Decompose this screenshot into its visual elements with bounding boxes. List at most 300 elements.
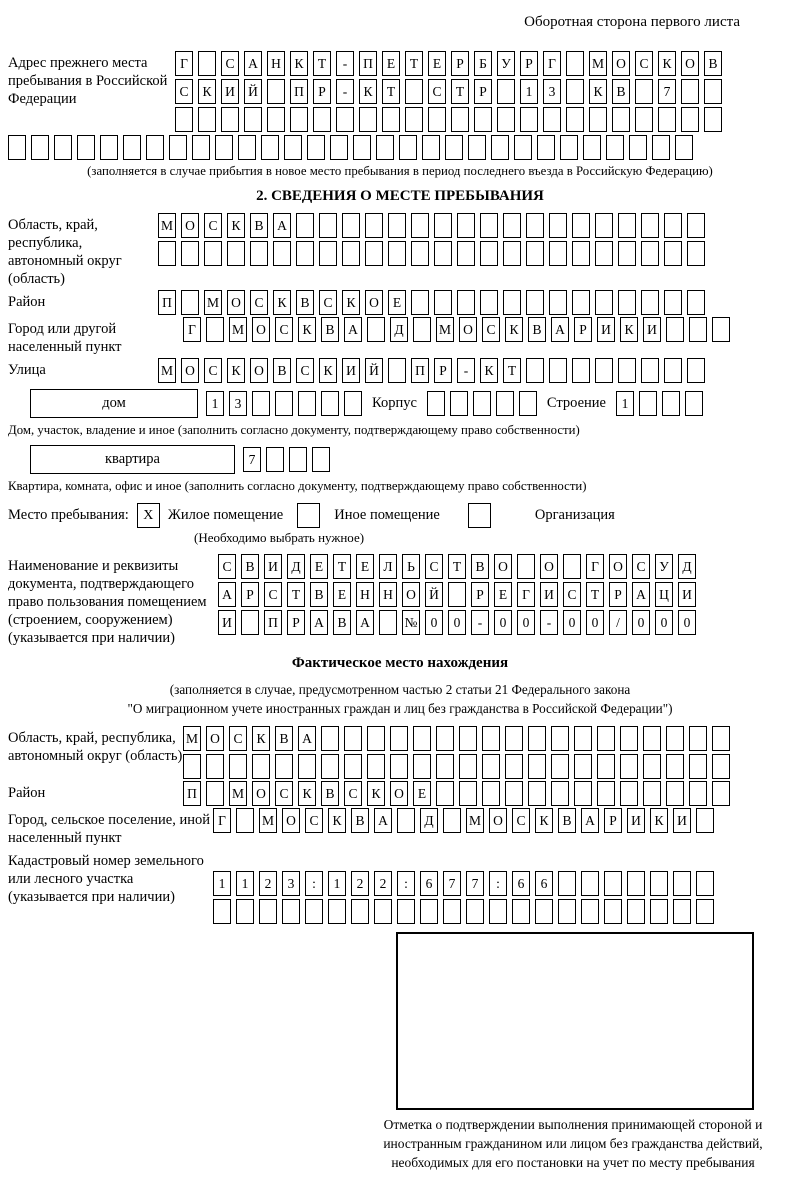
char-cell[interactable] [146, 135, 164, 160]
char-cell[interactable] [367, 317, 385, 342]
char-cell[interactable] [436, 726, 454, 751]
char-cell[interactable]: Н [356, 582, 374, 607]
char-cell[interactable] [589, 107, 607, 132]
char-cell[interactable]: Г [586, 554, 604, 579]
char-cell[interactable]: 1 [328, 871, 346, 896]
char-cell[interactable] [319, 213, 337, 238]
char-cell[interactable]: К [328, 808, 346, 833]
char-cell[interactable] [597, 781, 615, 806]
char-cell[interactable]: 7 [658, 79, 676, 104]
char-cell[interactable]: Е [428, 51, 446, 76]
char-cell[interactable]: А [298, 726, 316, 751]
char-cell[interactable]: Г [213, 808, 231, 833]
char-cell[interactable] [344, 726, 362, 751]
char-cell[interactable] [275, 754, 293, 779]
char-cell[interactable]: / [609, 610, 627, 635]
char-cell[interactable] [496, 391, 514, 416]
char-cell[interactable]: - [336, 79, 354, 104]
char-cell[interactable] [560, 135, 578, 160]
char-cell[interactable] [666, 781, 684, 806]
char-cell[interactable]: М [259, 808, 277, 833]
char-cell[interactable] [238, 135, 256, 160]
char-cell[interactable]: И [627, 808, 645, 833]
char-cell[interactable]: С [632, 554, 650, 579]
char-cell[interactable]: Т [287, 582, 305, 607]
char-cell[interactable] [689, 726, 707, 751]
char-cell[interactable]: О [250, 358, 268, 383]
char-cell[interactable] [399, 135, 417, 160]
char-cell[interactable] [537, 135, 555, 160]
char-cell[interactable]: В [275, 726, 293, 751]
char-cell[interactable]: П [359, 51, 377, 76]
char-cell[interactable] [436, 781, 454, 806]
char-cell[interactable]: А [344, 317, 362, 342]
char-cell[interactable] [549, 241, 567, 266]
char-cell[interactable]: С [264, 582, 282, 607]
char-cell[interactable] [457, 241, 475, 266]
char-cell[interactable] [123, 135, 141, 160]
char-cell[interactable]: С [275, 317, 293, 342]
char-cell[interactable]: М [158, 358, 176, 383]
char-cell[interactable]: О [609, 554, 627, 579]
char-cell[interactable] [687, 213, 705, 238]
char-cell[interactable]: Р [520, 51, 538, 76]
char-cell[interactable] [158, 241, 176, 266]
char-cell[interactable] [558, 871, 576, 896]
char-cell[interactable]: 0 [563, 610, 581, 635]
char-cell[interactable]: О [540, 554, 558, 579]
char-cell[interactable] [664, 213, 682, 238]
char-cell[interactable] [342, 241, 360, 266]
char-cell[interactable] [459, 781, 477, 806]
char-cell[interactable] [673, 871, 691, 896]
char-cell[interactable] [451, 107, 469, 132]
char-cell[interactable]: И [678, 582, 696, 607]
char-cell[interactable] [583, 135, 601, 160]
char-cell[interactable] [620, 754, 638, 779]
char-cell[interactable] [480, 241, 498, 266]
char-cell[interactable] [336, 107, 354, 132]
char-cell[interactable] [689, 317, 707, 342]
char-cell[interactable] [330, 135, 348, 160]
char-cell[interactable] [687, 241, 705, 266]
char-cell[interactable] [241, 610, 259, 635]
char-cell[interactable]: Р [313, 79, 331, 104]
char-cell[interactable] [388, 213, 406, 238]
char-cell[interactable]: С [635, 51, 653, 76]
char-cell[interactable]: Р [434, 358, 452, 383]
char-cell[interactable]: Г [183, 317, 201, 342]
char-cell[interactable]: Е [494, 582, 512, 607]
char-cell[interactable]: В [321, 781, 339, 806]
char-cell[interactable]: В [273, 358, 291, 383]
char-cell[interactable] [213, 899, 231, 924]
char-cell[interactable] [658, 107, 676, 132]
char-cell[interactable] [436, 754, 454, 779]
char-cell[interactable]: М [204, 290, 222, 315]
char-cell[interactable] [428, 107, 446, 132]
char-cell[interactable] [673, 899, 691, 924]
char-cell[interactable] [427, 391, 445, 416]
char-cell[interactable]: П [183, 781, 201, 806]
char-cell[interactable]: Д [390, 317, 408, 342]
char-cell[interactable] [528, 781, 546, 806]
char-cell[interactable]: 1 [616, 391, 634, 416]
char-cell[interactable]: И [221, 79, 239, 104]
char-cell[interactable]: О [489, 808, 507, 833]
char-cell[interactable]: О [206, 726, 224, 751]
char-cell[interactable]: О [390, 781, 408, 806]
char-cell[interactable]: К [298, 781, 316, 806]
char-cell[interactable]: О [181, 213, 199, 238]
char-cell[interactable]: Е [310, 554, 328, 579]
char-cell[interactable] [681, 107, 699, 132]
char-cell[interactable]: 1 [206, 391, 224, 416]
char-cell[interactable] [505, 781, 523, 806]
char-cell[interactable]: Л [379, 554, 397, 579]
char-cell[interactable] [620, 781, 638, 806]
char-cell[interactable]: П [290, 79, 308, 104]
char-cell[interactable]: О [402, 582, 420, 607]
char-cell[interactable]: Т [382, 79, 400, 104]
char-cell[interactable]: О [612, 51, 630, 76]
char-cell[interactable] [627, 871, 645, 896]
char-cell[interactable]: В [471, 554, 489, 579]
char-cell[interactable] [261, 135, 279, 160]
char-cell[interactable]: В [250, 213, 268, 238]
char-cell[interactable]: 0 [678, 610, 696, 635]
char-cell[interactable] [574, 726, 592, 751]
char-cell[interactable] [443, 899, 461, 924]
char-cell[interactable]: К [198, 79, 216, 104]
char-cell[interactable] [298, 391, 316, 416]
char-cell[interactable] [459, 754, 477, 779]
char-cell[interactable] [627, 899, 645, 924]
char-cell[interactable] [563, 554, 581, 579]
char-cell[interactable] [664, 241, 682, 266]
char-cell[interactable] [206, 781, 224, 806]
char-cell[interactable] [206, 754, 224, 779]
char-cell[interactable]: 6 [512, 871, 530, 896]
char-cell[interactable] [411, 290, 429, 315]
char-cell[interactable] [365, 213, 383, 238]
char-cell[interactable]: С [275, 781, 293, 806]
char-cell[interactable]: А [356, 610, 374, 635]
char-cell[interactable]: А [551, 317, 569, 342]
char-cell[interactable] [181, 241, 199, 266]
char-cell[interactable] [635, 79, 653, 104]
char-cell[interactable]: М [183, 726, 201, 751]
char-cell[interactable] [376, 135, 394, 160]
char-cell[interactable] [574, 754, 592, 779]
char-cell[interactable]: : [489, 871, 507, 896]
char-cell[interactable]: О [252, 781, 270, 806]
char-cell[interactable]: С [482, 317, 500, 342]
char-cell[interactable] [359, 107, 377, 132]
char-cell[interactable] [236, 808, 254, 833]
char-cell[interactable] [344, 391, 362, 416]
char-cell[interactable]: 0 [448, 610, 466, 635]
char-cell[interactable] [411, 213, 429, 238]
char-cell[interactable]: В [310, 582, 328, 607]
char-cell[interactable] [405, 79, 423, 104]
char-cell[interactable] [284, 135, 302, 160]
checkbox-residential[interactable]: X [137, 503, 160, 528]
char-cell[interactable] [181, 290, 199, 315]
char-cell[interactable]: Р [604, 808, 622, 833]
char-cell[interactable]: А [244, 51, 262, 76]
char-cell[interactable] [595, 241, 613, 266]
char-cell[interactable] [192, 135, 210, 160]
char-cell[interactable] [489, 899, 507, 924]
char-cell[interactable]: - [336, 51, 354, 76]
char-cell[interactable] [313, 107, 331, 132]
char-cell[interactable]: Е [356, 554, 374, 579]
char-cell[interactable]: К [290, 51, 308, 76]
char-cell[interactable]: М [466, 808, 484, 833]
char-cell[interactable] [687, 358, 705, 383]
char-cell[interactable] [54, 135, 72, 160]
checkbox-other-premises[interactable] [297, 503, 320, 528]
char-cell[interactable] [457, 213, 475, 238]
char-cell[interactable] [390, 754, 408, 779]
char-cell[interactable] [411, 241, 429, 266]
char-cell[interactable]: В [296, 290, 314, 315]
char-cell[interactable] [77, 135, 95, 160]
char-cell[interactable] [641, 290, 659, 315]
char-cell[interactable]: О [365, 290, 383, 315]
char-cell[interactable]: К [650, 808, 668, 833]
char-cell[interactable] [612, 107, 630, 132]
char-cell[interactable]: 0 [494, 610, 512, 635]
char-cell[interactable]: К [252, 726, 270, 751]
char-cell[interactable] [215, 135, 233, 160]
char-cell[interactable] [572, 213, 590, 238]
char-cell[interactable] [388, 358, 406, 383]
char-cell[interactable]: К [227, 358, 245, 383]
char-cell[interactable]: П [264, 610, 282, 635]
char-cell[interactable]: Й [244, 79, 262, 104]
char-cell[interactable]: И [597, 317, 615, 342]
char-cell[interactable]: К [589, 79, 607, 104]
char-cell[interactable] [236, 899, 254, 924]
char-cell[interactable] [266, 447, 284, 472]
char-cell[interactable]: Р [241, 582, 259, 607]
char-cell[interactable] [405, 107, 423, 132]
char-cell[interactable] [595, 358, 613, 383]
char-cell[interactable]: С [428, 79, 446, 104]
char-cell[interactable] [664, 290, 682, 315]
char-cell[interactable] [382, 107, 400, 132]
char-cell[interactable] [572, 290, 590, 315]
char-cell[interactable] [503, 290, 521, 315]
char-cell[interactable] [566, 79, 584, 104]
char-cell[interactable] [581, 899, 599, 924]
char-cell[interactable] [696, 899, 714, 924]
char-cell[interactable]: К [227, 213, 245, 238]
char-cell[interactable] [275, 391, 293, 416]
char-cell[interactable] [712, 781, 730, 806]
char-cell[interactable] [229, 754, 247, 779]
char-cell[interactable]: - [540, 610, 558, 635]
char-cell[interactable]: У [497, 51, 515, 76]
char-cell[interactable] [503, 241, 521, 266]
char-cell[interactable] [321, 754, 339, 779]
char-cell[interactable] [367, 726, 385, 751]
char-cell[interactable] [289, 447, 307, 472]
char-cell[interactable]: А [374, 808, 392, 833]
char-cell[interactable]: О [181, 358, 199, 383]
char-cell[interactable]: К [273, 290, 291, 315]
char-cell[interactable] [675, 135, 693, 160]
char-cell[interactable] [712, 726, 730, 751]
char-cell[interactable] [413, 317, 431, 342]
char-cell[interactable] [497, 107, 515, 132]
char-cell[interactable]: С [512, 808, 530, 833]
char-cell[interactable]: - [457, 358, 475, 383]
char-cell[interactable]: С [218, 554, 236, 579]
char-cell[interactable] [606, 135, 624, 160]
char-cell[interactable] [353, 135, 371, 160]
char-cell[interactable] [618, 241, 636, 266]
char-cell[interactable] [664, 358, 682, 383]
char-cell[interactable] [595, 290, 613, 315]
char-cell[interactable] [566, 107, 584, 132]
char-cell[interactable]: 3 [229, 391, 247, 416]
char-cell[interactable] [480, 213, 498, 238]
char-cell[interactable]: И [673, 808, 691, 833]
char-cell[interactable] [526, 241, 544, 266]
char-cell[interactable]: О [282, 808, 300, 833]
char-cell[interactable] [445, 135, 463, 160]
char-cell[interactable]: К [535, 808, 553, 833]
char-cell[interactable]: О [252, 317, 270, 342]
char-cell[interactable] [434, 290, 452, 315]
char-cell[interactable] [597, 754, 615, 779]
char-cell[interactable] [696, 871, 714, 896]
char-cell[interactable]: В [241, 554, 259, 579]
char-cell[interactable]: А [581, 808, 599, 833]
char-cell[interactable] [473, 391, 491, 416]
char-cell[interactable] [520, 107, 538, 132]
char-cell[interactable] [413, 726, 431, 751]
char-cell[interactable] [604, 899, 622, 924]
char-cell[interactable]: С [229, 726, 247, 751]
char-cell[interactable] [482, 781, 500, 806]
char-cell[interactable] [519, 391, 537, 416]
char-cell[interactable]: 7 [466, 871, 484, 896]
char-cell[interactable] [503, 213, 521, 238]
char-cell[interactable]: : [305, 871, 323, 896]
char-cell[interactable]: С [250, 290, 268, 315]
char-cell[interactable]: В [321, 317, 339, 342]
char-cell[interactable]: С [344, 781, 362, 806]
char-cell[interactable] [704, 79, 722, 104]
char-cell[interactable]: В [558, 808, 576, 833]
char-cell[interactable] [712, 754, 730, 779]
char-cell[interactable] [367, 754, 385, 779]
char-cell[interactable] [459, 726, 477, 751]
char-cell[interactable]: С [204, 213, 222, 238]
char-cell[interactable] [572, 358, 590, 383]
char-cell[interactable] [374, 899, 392, 924]
char-cell[interactable] [267, 107, 285, 132]
char-cell[interactable]: И [342, 358, 360, 383]
char-cell[interactable] [526, 213, 544, 238]
char-cell[interactable]: Р [609, 582, 627, 607]
char-cell[interactable] [267, 79, 285, 104]
char-cell[interactable]: К [505, 317, 523, 342]
char-cell[interactable] [514, 135, 532, 160]
char-cell[interactable] [650, 899, 668, 924]
char-cell[interactable] [397, 899, 415, 924]
char-cell[interactable] [572, 241, 590, 266]
char-cell[interactable]: К [319, 358, 337, 383]
char-cell[interactable] [198, 51, 216, 76]
char-cell[interactable] [528, 726, 546, 751]
char-cell[interactable]: С [221, 51, 239, 76]
char-cell[interactable] [422, 135, 440, 160]
char-cell[interactable] [282, 899, 300, 924]
char-cell[interactable] [641, 241, 659, 266]
char-cell[interactable]: К [367, 781, 385, 806]
char-cell[interactable] [468, 135, 486, 160]
char-cell[interactable]: И [540, 582, 558, 607]
char-cell[interactable]: 0 [425, 610, 443, 635]
char-cell[interactable] [312, 447, 330, 472]
char-cell[interactable] [528, 754, 546, 779]
char-cell[interactable] [551, 781, 569, 806]
char-cell[interactable]: О [227, 290, 245, 315]
char-cell[interactable]: Т [586, 582, 604, 607]
char-cell[interactable]: № [402, 610, 420, 635]
char-cell[interactable] [704, 107, 722, 132]
char-cell[interactable]: О [459, 317, 477, 342]
char-cell[interactable] [558, 899, 576, 924]
char-cell[interactable]: Ц [655, 582, 673, 607]
char-cell[interactable] [549, 290, 567, 315]
char-cell[interactable]: Е [388, 290, 406, 315]
char-cell[interactable] [497, 79, 515, 104]
char-cell[interactable]: 0 [632, 610, 650, 635]
char-cell[interactable] [296, 241, 314, 266]
char-cell[interactable] [581, 871, 599, 896]
char-cell[interactable] [420, 899, 438, 924]
char-cell[interactable] [685, 391, 703, 416]
char-cell[interactable]: И [643, 317, 661, 342]
char-cell[interactable] [650, 871, 668, 896]
char-cell[interactable]: Н [379, 582, 397, 607]
char-cell[interactable] [321, 726, 339, 751]
char-cell[interactable]: 0 [517, 610, 535, 635]
char-cell[interactable] [491, 135, 509, 160]
char-cell[interactable] [551, 754, 569, 779]
char-cell[interactable]: 1 [520, 79, 538, 104]
char-cell[interactable] [351, 899, 369, 924]
char-cell[interactable]: С [204, 358, 222, 383]
char-cell[interactable] [629, 135, 647, 160]
char-cell[interactable]: Е [382, 51, 400, 76]
char-cell[interactable] [517, 554, 535, 579]
char-cell[interactable]: К [480, 358, 498, 383]
char-cell[interactable]: 1 [213, 871, 231, 896]
char-cell[interactable] [652, 135, 670, 160]
char-cell[interactable] [204, 241, 222, 266]
char-cell[interactable] [319, 241, 337, 266]
char-cell[interactable]: Р [574, 317, 592, 342]
char-cell[interactable] [227, 241, 245, 266]
char-cell[interactable]: Й [425, 582, 443, 607]
